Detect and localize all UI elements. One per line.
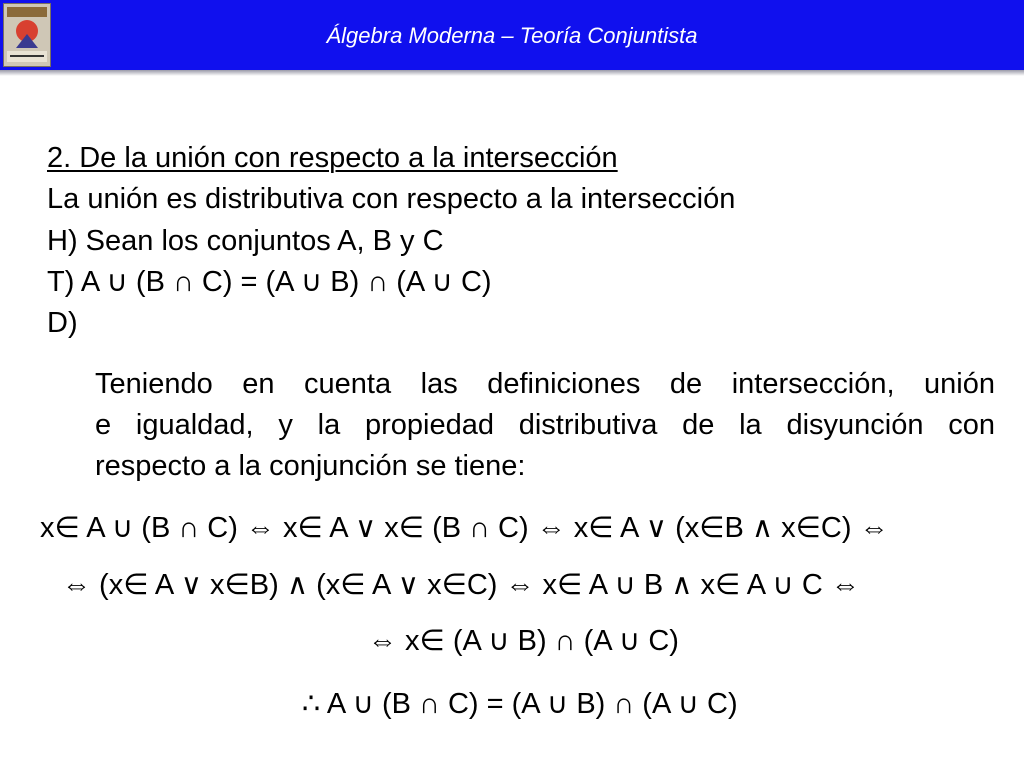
equation-line-1: x∈ A ∪ (B ∩ C) ⇔ x∈ A ∨ x∈ (B ∩ C) ⇔ x∈ A ∨ (x∈B ∧ x∈C) ⇔ (40, 512, 889, 544)
demonstration-label: D) (47, 307, 78, 339)
thesis-line: T) A ∪ (B ∩ C) = (A ∪ B) ∩ (A ∪ C) (47, 266, 492, 298)
paragraph-line-2: e igualdad, y la propiedad distributiva de la disyunción con (95, 409, 995, 441)
conclusion-line: ∴ A ∪ (B ∩ C) = (A ∪ B) ∩ (A ∪ C) (302, 688, 738, 720)
header-bar (0, 0, 1024, 70)
equation-line-3: ⇔ x∈ (A ∪ B) ∩ (A ∪ C) (368, 625, 679, 657)
header-divider (0, 70, 1024, 76)
paragraph-line-3: respecto a la conjunción se tiene: (95, 450, 526, 482)
header-title: Álgebra Moderna – Teoría Conjuntista (326, 23, 698, 48)
proof-paragraph (95, 364, 995, 487)
paragraph-line-1: Teniendo en cuenta las definiciones de intersección, unión (95, 368, 995, 400)
hypothesis-line: H) Sean los conjuntos A, B y C (47, 225, 444, 257)
theorem-heading: 2. De la unión con respecto a la intersección (47, 142, 618, 174)
equation-line-2: ⇔ (x∈ A ∨ x∈B) ∧ (x∈ A ∨ x∈C) ⇔ x∈ A ∪ B ∧ x∈ A ∪ C ⇔ (62, 569, 860, 601)
theorem-statement: La unión es distributiva con respecto a la intersección (47, 183, 736, 215)
